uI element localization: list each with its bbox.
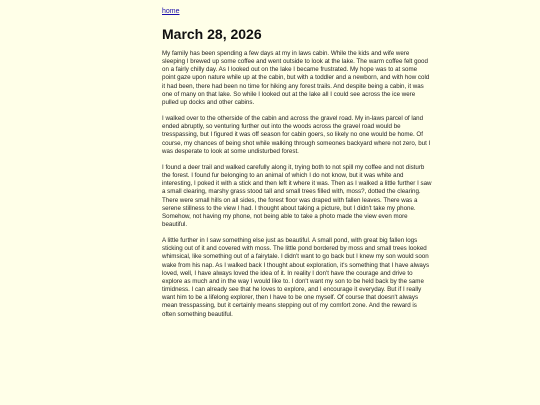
home-link[interactable]: home — [162, 8, 180, 15]
post-paragraph: My family has been spending a few days at my in laws cabin. While the kids and wife were sleeping I brewed up some coffee and went outside to look at the lake. The warm coffee felt good on a fairly chilly day. As I looked out on the lake I became frustrated. My hope was to at some point gaze upon nature while up at the cabin, but with a toddler and a newborn, and with how cold it had been, there had been no time for hiking any forest trails. And despite being a cabin, it was one of many on that lake. So while I looked out at the lake all I could see across the ice were pulled up docks and other cabins. — [162, 50, 430, 106]
page-container — [162, 7, 432, 327]
post-paragraph: A little further in I saw something else just as beautiful. A small pond, with great big fallen logs sticking out of it and covered with moss. The little pond bordered by moss and small trees looked whimsical, like something out of a fairytale. I didn't want to go back but I knew my son would soon wake from his nap. As I walked back I thought about exploration, it's something that I have always loved, well, I have always loved the idea of it. In reality I don't have the courage and drive to explore as much and in the way I would like to. I don't want my son to be held back by the same timidness. I can already see that he loves to explore, and I encourage it everyday. But if I really want him to be a lifelong explorer, then I have to be one myself. Of course that doesn't always mean tresspassing, but it certainly means stepping out of my comfort zone. And the reward is often something beautiful. — [162, 237, 430, 318]
post-body — [162, 50, 432, 319]
post-paragraph: I found a deer trail and walked carefully along it, trying both to not spill my coffee and not disturb the forest. I found fur belonging to an animal of which I do not know, but it was white and interesting, I poked it with a stick and then left it where it was. Then as I walked a little further I saw a small clearing, marshy grass stood tall and small trees filled with, moss?, dotted the clearing. There were small hills on all sides, the forest floor was draped with fallen leaves. There was a serene stillness to the view I had. I thought about taking a picture, but I didn't take my phone. Somehow, not having my phone, not being able to take a photo made the view even more beautiful. — [162, 163, 432, 228]
page-title: March 28, 2026 — [162, 26, 262, 42]
post-paragraph: I walked over to the otherside of the cabin and across the gravel road. My in-laws parcel of land ended abruptly, so venturing further out into the woods across the gravel road would be tresspassing, but I figured it was off season for cabin goers, so likely no one would be home. Of course, my chances of being shot while walking through someones backyard where not zero, but I was desperate to look at some undisturbed forest. — [162, 115, 431, 155]
